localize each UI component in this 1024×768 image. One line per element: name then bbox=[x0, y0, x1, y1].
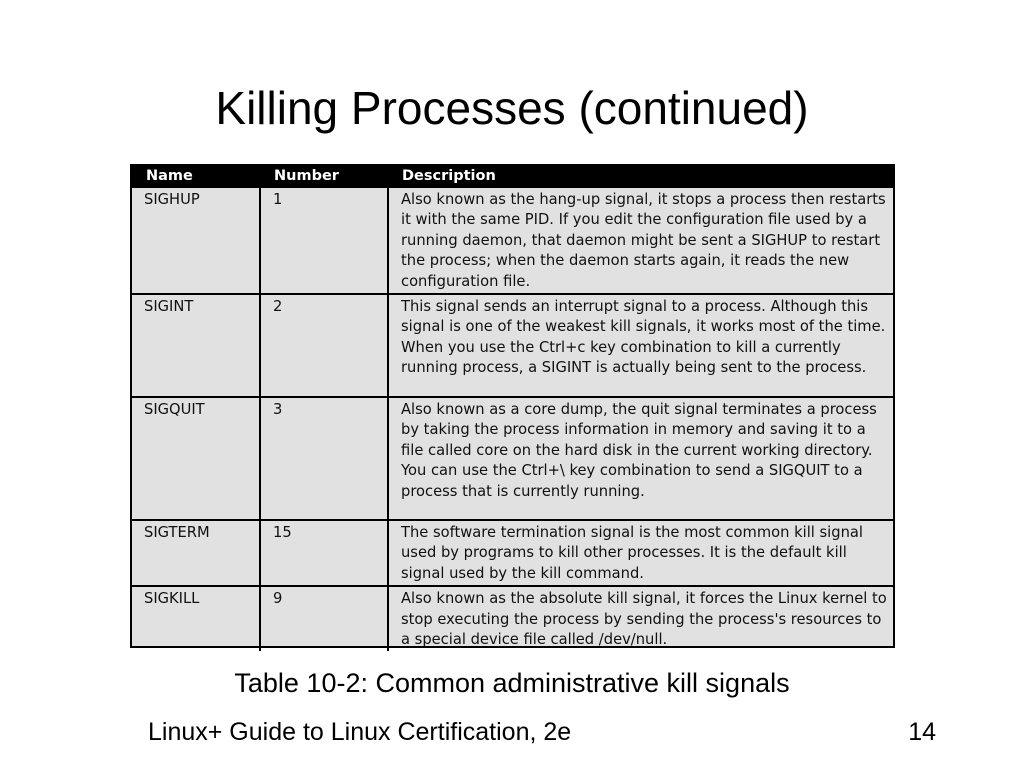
signal-name: SIGQUIT bbox=[132, 397, 260, 520]
table-row bbox=[132, 586, 893, 651]
signal-name: SIGTERM bbox=[132, 520, 260, 586]
slide-title: Killing Processes (continued) bbox=[215, 82, 809, 134]
signal-description: Also known as a core dump, the quit signal terminates a process by taking the process information in memory and saving it to a file called core on the hard disk in the current working directory. You can use the Ctrl+\ key combination to send a SIGQUIT to a process that is currently running. bbox=[388, 397, 893, 520]
table-row bbox=[132, 520, 893, 586]
table-caption: Table 10-2: Common administrative kill signals bbox=[234, 668, 790, 698]
signal-name: SIGINT bbox=[132, 294, 260, 397]
footer-page-number: 14 bbox=[908, 718, 936, 746]
signal-number: 1 bbox=[260, 187, 388, 294]
header-name: Name bbox=[132, 166, 260, 187]
table-row bbox=[132, 187, 893, 294]
table-row bbox=[132, 397, 893, 520]
header-description: Description bbox=[388, 166, 893, 187]
signal-description: Also known as the absolute kill signal, it forces the Linux kernel to stop executing the process by sending the process's resources to a special device file called /dev/null. bbox=[388, 586, 893, 651]
table-header-row bbox=[132, 166, 893, 187]
signal-description: This signal sends an interrupt signal to a process. Although this signal is one of the weakest kill signals, it works most of the time. When you use the Ctrl+c key combination to kill a currently running process, a SIGINT is actually being sent to the process. bbox=[388, 294, 893, 397]
signal-name: SIGHUP bbox=[132, 187, 260, 294]
signal-number: 2 bbox=[260, 294, 388, 397]
footer-book-title: Linux+ Guide to Linux Certification, 2e bbox=[148, 718, 572, 746]
kill-signals-table bbox=[130, 164, 895, 648]
signal-number: 3 bbox=[260, 397, 388, 520]
signals-table-grid bbox=[132, 166, 893, 651]
signal-name: SIGKILL bbox=[132, 586, 260, 651]
signal-number: 9 bbox=[260, 586, 388, 651]
signal-description: Also known as the hang-up signal, it stops a process then restarts it with the same PID. If you edit the configuration file used by a running daemon, that daemon might be sent a SIGHUP to restart the process; when the daemon starts again, it reads the new configuration file. bbox=[388, 187, 893, 294]
table-row bbox=[132, 294, 893, 397]
signal-description: The software termination signal is the most common kill signal used by programs to kill other processes. It is the default kill signal used by the kill command. bbox=[388, 520, 893, 586]
header-number: Number bbox=[260, 166, 388, 187]
signal-number: 15 bbox=[260, 520, 388, 586]
